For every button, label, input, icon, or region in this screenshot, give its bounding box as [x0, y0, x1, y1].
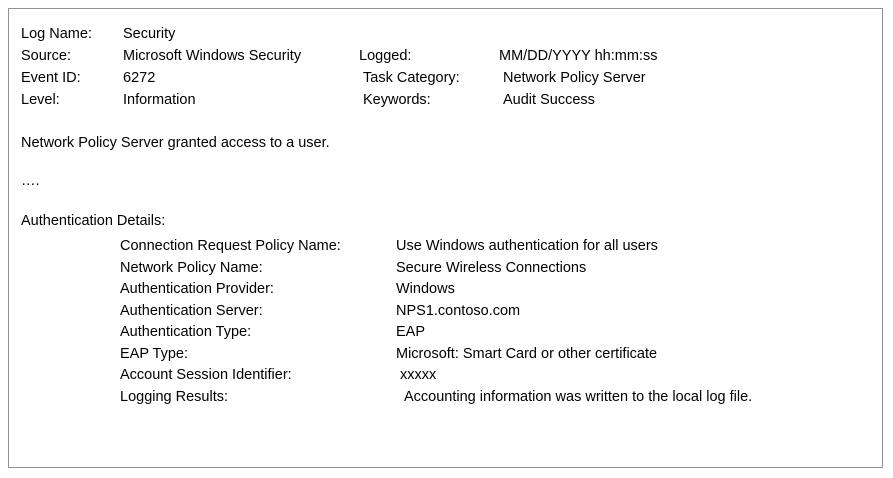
detail-key: Connection Request Policy Name: [120, 238, 341, 254]
log-name-value: Security [123, 26, 176, 42]
detail-value: EAP [396, 324, 426, 340]
detail-key: Authentication Provider: [120, 281, 274, 297]
detail-key: Authentication Type: [120, 324, 252, 340]
event-details-panel [8, 8, 883, 468]
task-category-value: Network Policy Server [503, 70, 646, 86]
source-label: Source: [21, 48, 71, 64]
detail-value: Secure Wireless Connections [396, 259, 587, 276]
authentication-details-title: Authentication Details: [21, 213, 166, 229]
level-label: Level: [21, 92, 60, 108]
detail-row [21, 344, 882, 366]
task-category-label: Task Category: [363, 70, 460, 86]
logged-label: Logged: [359, 48, 412, 64]
detail-row [21, 322, 882, 344]
keywords-label: Keywords: [363, 92, 431, 108]
detail-key: Authentication Server: [120, 302, 263, 319]
detail-value: Use Windows authentication for all users [396, 238, 658, 254]
detail-row [21, 279, 882, 301]
detail-value: NPS1.contoso.com [396, 302, 521, 319]
detail-value: xxxxx [400, 367, 437, 383]
log-name-label: Log Name: [21, 26, 92, 42]
event-id-value: 6272 [123, 70, 156, 86]
source-value: Microsoft Windows Security [123, 48, 302, 64]
detail-value: Accounting information was written to the local log file. [404, 388, 753, 405]
level-value: Information [123, 92, 196, 108]
detail-row [21, 258, 882, 280]
detail-key: Logging Results: [120, 388, 229, 405]
event-ellipsis-text: …. [21, 173, 40, 189]
detail-row [21, 301, 882, 323]
authentication-details-list [21, 236, 882, 408]
detail-key: Network Policy Name: [120, 259, 263, 276]
detail-value: Microsoft: Smart Card or other certificate [396, 345, 658, 362]
logged-value: MM/DD/YYYY hh:mm:ss [499, 48, 658, 64]
spacer-after-ellipsis [21, 192, 882, 210]
detail-row [21, 387, 882, 409]
header-row-event-id-task-category [21, 67, 882, 89]
detail-row [21, 365, 882, 387]
detail-key: Account Session Identifier: [120, 367, 292, 383]
spacer-after-summary [21, 154, 882, 170]
event-summary-text: Network Policy Server granted access to a user. [21, 135, 330, 151]
detail-value: Windows [396, 281, 455, 297]
header-row-level-keywords [21, 89, 882, 111]
header-row-log-name [21, 23, 882, 45]
spacer-after-header [21, 111, 882, 132]
keywords-value: Audit Success [503, 92, 595, 108]
detail-row [21, 236, 882, 258]
event-id-label: Event ID: [21, 70, 81, 86]
event-header-grid [21, 23, 882, 111]
detail-key: EAP Type: [120, 345, 188, 362]
header-row-source-logged [21, 45, 882, 67]
